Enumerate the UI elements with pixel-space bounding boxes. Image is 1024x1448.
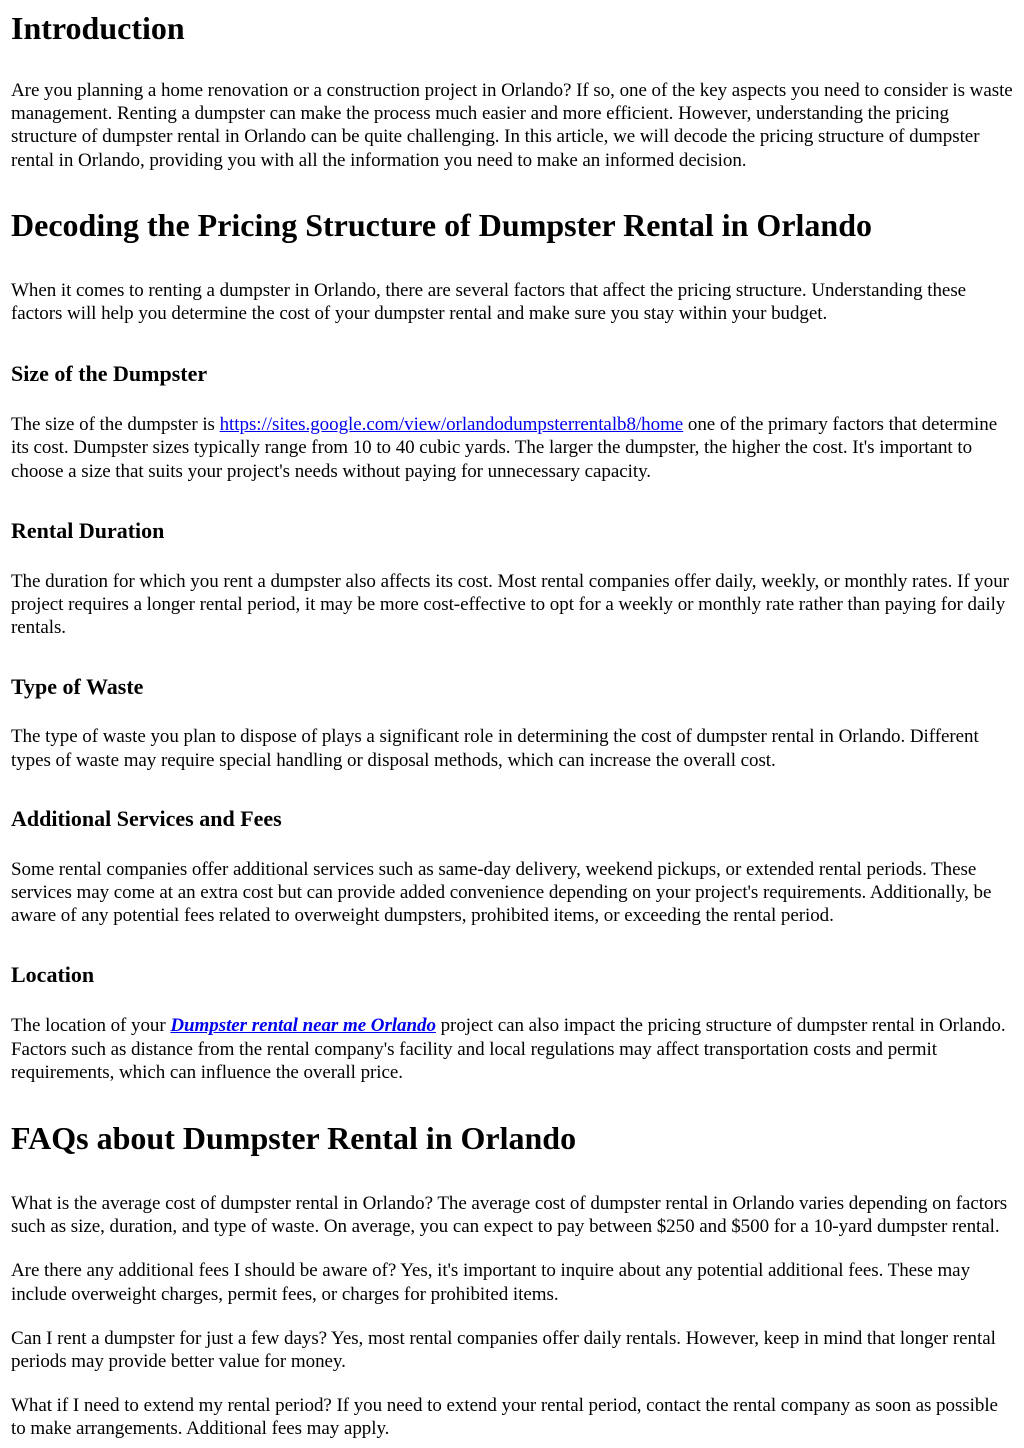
additional-paragraph: Some rental companies offer additional services such as same-day delivery, weekend pickups, or extended rental periods. These services may come at an extra cost but can provide added convenience depending on your project's requirements. Additionally, be aware of any potential fees related to overweight dumpsters, prohibited items, or exceeding the rental period. [11, 858, 992, 927]
decoding-heading: Decoding the Pricing Structure of Dumpster Rental in Orlando [11, 206, 872, 243]
faq-item: What is the average cost of dumpster rental in Orlando? The average cost of dumpster rental in Orlando varies depending on factors such as size, duration, and type of waste. On average, you can expect to pay between $250 and $500 for a 10-yard dumpster rental. [11, 1193, 1008, 1238]
decoding-paragraph: When it comes to renting a dumpster in Orlando, there are several factors that affect the pricing structure. Understanding these factors will help you determine the cost of your dumpster rental and make sure you stay within your budget. [11, 279, 967, 325]
location-link[interactable]: Dumpster rental near me Orlando [170, 1015, 436, 1037]
size-link[interactable]: https://sites.google.com/view/orlandodumpsterrentalb8/home [219, 414, 684, 436]
faq-item: Can I rent a dumpster for just a few days? Yes, most rental companies offer daily rentals. However, keep in mind that longer rental periods may provide better value for money. [11, 1327, 996, 1373]
duration-heading: Rental Duration [11, 517, 165, 543]
intro-paragraph: Are you planning a home renovation or a construction project in Orlando? If so, one of the key aspects you need to consider is waste management. Renting a dumpster can make the process much easier and more efficient. However, understanding the pricing structure of dumpster rental in Orlando can be quite challenging. In this article, we will decode the pricing structure of dumpster rental in Orlando, providing you with all the information you need to make an informed decision. [11, 80, 1013, 171]
size-heading: Size of the Dumpster [11, 361, 208, 387]
faqs-heading: FAQs about Dumpster Rental in Orlando [11, 1120, 577, 1157]
faq-item: What if I need to extend my rental period? If you need to extend your rental period, contact the rental company as soon as possible to make arrangements. Additional fees may apply. [11, 1395, 998, 1440]
intro-heading: Introduction [11, 10, 185, 46]
faq-item: Are there any additional fees I should be aware of? Yes, it's important to inquire about any potential additional fees. These may include overweight charges, permit fees, or charges for prohibited items. [11, 1260, 971, 1305]
size-text-after: one of the primary factors that determine its cost. Dumpster sizes typically range from 10 to 40 cubic yards. The larger the dumpster, the higher the cost. It's important to choose a size that suits your project's needs without paying for unnecessary capacity. [11, 414, 998, 482]
waste-heading: Type of Waste [11, 674, 144, 700]
additional-heading: Additional Services and Fees [11, 805, 282, 831]
location-paragraph [11, 1014, 1013, 1084]
duration-paragraph: The duration for which you rent a dumpster also affects its cost. Most rental companies offer daily, weekly, or monthly rates. If your project requires a longer rental period, it may be more cost-effective to opt for a weekly or monthly rate rather than paying for daily rentals. [11, 570, 1009, 639]
size-paragraph [11, 413, 1013, 483]
location-text-after: project can also impact the pricing structure of dumpster rental in Orlando. Factors such as distance from the rental company's facility and local regulations may affect transportation costs and permit requirements, which can influence the overall price. [11, 1015, 1006, 1083]
waste-paragraph: The type of waste you plan to dispose of plays a significant role in determining the cost of dumpster rental in Orlando. Different types of waste may require special handling or disposal methods, which can increase the overall cost. [11, 726, 979, 771]
location-text-before: The location of your [11, 1015, 171, 1037]
location-heading: Location [11, 962, 95, 988]
size-text-before: The size of the dumpster is [11, 414, 220, 436]
